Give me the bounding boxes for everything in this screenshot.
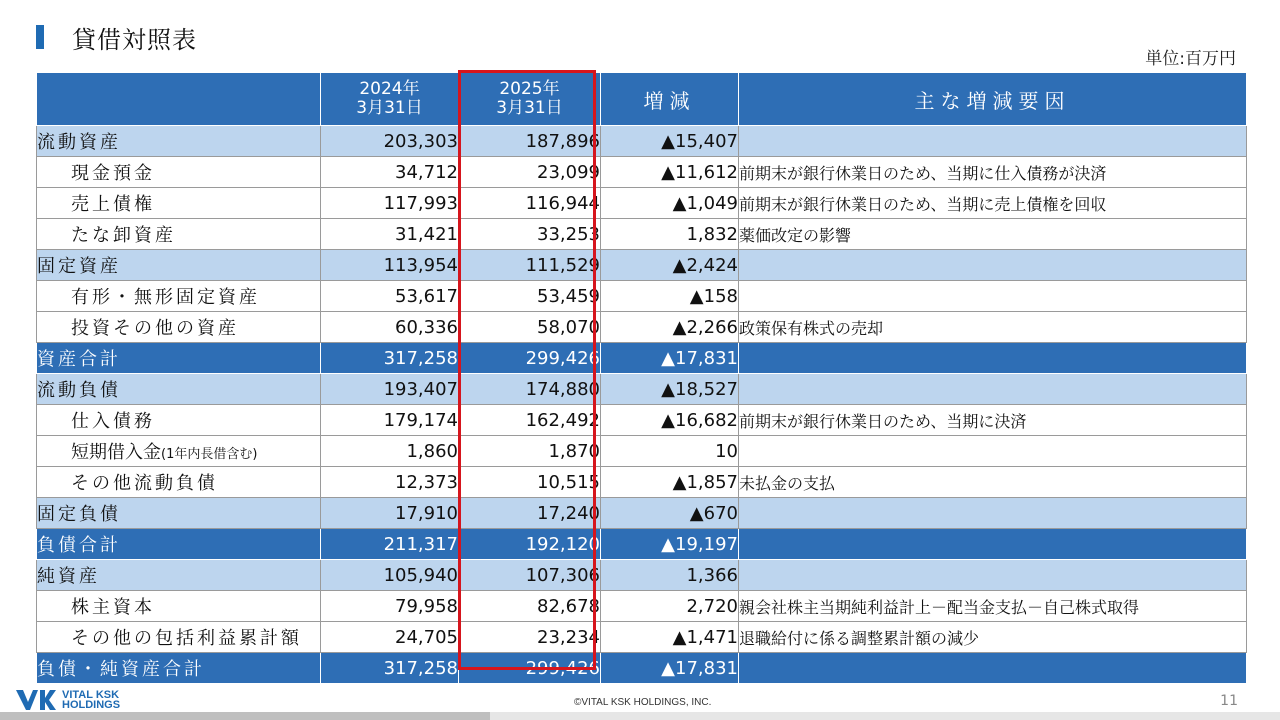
row-label: 投資その他の資産 xyxy=(37,312,321,343)
page-title: 貸借対照表 xyxy=(72,26,197,54)
table-row xyxy=(37,312,1247,343)
table-row xyxy=(37,374,1247,405)
value-2024: 317,258 xyxy=(321,343,459,374)
value-change: 2,720 xyxy=(601,591,739,622)
header-label-cell xyxy=(37,73,321,126)
value-change: ▲2,424 xyxy=(601,250,739,281)
value-2025: 33,253 xyxy=(459,219,601,250)
value-2025: 192,120 xyxy=(459,529,601,560)
header-2025-date: 3月31日 xyxy=(496,98,563,118)
value-2025: 111,529 xyxy=(459,250,601,281)
row-label: たな卸資産 xyxy=(37,219,321,250)
value-change: ▲1,857 xyxy=(601,467,739,498)
value-2024: 105,940 xyxy=(321,560,459,591)
value-change: 1,366 xyxy=(601,560,739,591)
logo-text-line2: HOLDINGS xyxy=(62,699,121,711)
value-change: ▲17,831 xyxy=(601,343,739,374)
value-2025: 10,515 xyxy=(459,467,601,498)
table-row xyxy=(37,591,1247,622)
value-2025: 162,492 xyxy=(459,405,601,436)
value-change: ▲670 xyxy=(601,498,739,529)
footer-bar-accent xyxy=(0,712,490,720)
row-label: その他の包括利益累計額 xyxy=(37,622,321,653)
value-2024: 31,421 xyxy=(321,219,459,250)
row-label: 流動資産 xyxy=(37,126,321,157)
value-change: ▲11,612 xyxy=(601,157,739,188)
table-row xyxy=(37,560,1247,591)
row-label: 純資産 xyxy=(37,560,321,591)
table-row xyxy=(37,219,1247,250)
change-reason: 前期末が銀行休業日のため、当期に決済 xyxy=(739,405,1247,436)
change-reason: 薬価改定の影響 xyxy=(739,219,1247,250)
value-change: ▲16,682 xyxy=(601,405,739,436)
header-2024-date: 3月31日 xyxy=(356,98,423,118)
title-accent-bar xyxy=(36,25,44,49)
page-number: 11 xyxy=(1220,693,1238,709)
value-2024: 193,407 xyxy=(321,374,459,405)
value-2025: 53,459 xyxy=(459,281,601,312)
change-reason: 政策保有株式の売却 xyxy=(739,312,1247,343)
value-2025: 187,896 xyxy=(459,126,601,157)
table-row xyxy=(37,281,1247,312)
value-2025: 107,306 xyxy=(459,560,601,591)
value-change: ▲18,527 xyxy=(601,374,739,405)
table-header-row xyxy=(37,73,1247,126)
row-label: その他流動負債 xyxy=(37,467,321,498)
value-change: 1,832 xyxy=(601,219,739,250)
change-reason xyxy=(739,653,1247,684)
row-label-note: (1年内長借含む) xyxy=(161,447,258,462)
header-2025 xyxy=(459,73,601,126)
header-reason: 主な増減要因 xyxy=(739,73,1247,126)
value-2024: 53,617 xyxy=(321,281,459,312)
change-reason: 退職給付に係る調整累計額の減少 xyxy=(739,622,1247,653)
value-change: ▲17,831 xyxy=(601,653,739,684)
value-2024: 60,336 xyxy=(321,312,459,343)
row-label: 負債合計 xyxy=(37,529,321,560)
logo-mark-icon xyxy=(16,690,58,710)
change-reason: 前期末が銀行休業日のため、当期に仕入債務が決済 xyxy=(739,157,1247,188)
value-2025: 1,870 xyxy=(459,436,601,467)
change-reason: 未払金の支払 xyxy=(739,467,1247,498)
row-label: 仕入債務 xyxy=(37,405,321,436)
value-change: ▲15,407 xyxy=(601,126,739,157)
table-row xyxy=(37,498,1247,529)
row-label: 資産合計 xyxy=(37,343,321,374)
balance-sheet-table xyxy=(36,72,1247,684)
table-row xyxy=(37,436,1247,467)
header-2024 xyxy=(321,73,459,126)
table-row xyxy=(37,529,1247,560)
change-reason xyxy=(739,126,1247,157)
value-2024: 117,993 xyxy=(321,188,459,219)
unit-label: 単位:百万円 xyxy=(1145,49,1236,69)
change-reason xyxy=(739,436,1247,467)
row-label: 有形・無形固定資産 xyxy=(37,281,321,312)
value-change: ▲1,049 xyxy=(601,188,739,219)
change-reason xyxy=(739,250,1247,281)
table-row xyxy=(37,405,1247,436)
header-2025-year: 2025年 xyxy=(499,79,560,99)
change-reason xyxy=(739,498,1247,529)
value-2025: 82,678 xyxy=(459,591,601,622)
row-label xyxy=(37,436,321,467)
copyright: ©VITAL KSK HOLDINGS, INC. xyxy=(574,697,712,708)
value-2025: 23,234 xyxy=(459,622,601,653)
value-change: ▲19,197 xyxy=(601,529,739,560)
header-2024-year: 2024年 xyxy=(359,79,420,99)
row-label-text: 短期借入金 xyxy=(71,442,161,463)
value-2025: 174,880 xyxy=(459,374,601,405)
row-label: 負債・純資産合計 xyxy=(37,653,321,684)
table-row xyxy=(37,622,1247,653)
value-change: 10 xyxy=(601,436,739,467)
value-change: ▲158 xyxy=(601,281,739,312)
row-label: 流動負債 xyxy=(37,374,321,405)
value-2024: 211,317 xyxy=(321,529,459,560)
change-reason xyxy=(739,281,1247,312)
row-label: 株主資本 xyxy=(37,591,321,622)
value-2024: 317,258 xyxy=(321,653,459,684)
value-2024: 113,954 xyxy=(321,250,459,281)
value-change: ▲1,471 xyxy=(601,622,739,653)
change-reason xyxy=(739,374,1247,405)
table-row xyxy=(37,188,1247,219)
value-2024: 24,705 xyxy=(321,622,459,653)
value-2024: 179,174 xyxy=(321,405,459,436)
change-reason: 親会社株主当期純利益計上－配当金支払－自己株式取得 xyxy=(739,591,1247,622)
value-2024: 34,712 xyxy=(321,157,459,188)
row-label: 固定負債 xyxy=(37,498,321,529)
change-reason xyxy=(739,560,1247,591)
value-2025: 299,426 xyxy=(459,653,601,684)
logo-text-line1: VITAL KSK xyxy=(62,689,120,701)
value-2024: 1,860 xyxy=(321,436,459,467)
table-row xyxy=(37,653,1247,684)
value-2025: 23,099 xyxy=(459,157,601,188)
value-2025: 299,426 xyxy=(459,343,601,374)
value-change: ▲2,266 xyxy=(601,312,739,343)
value-2025: 58,070 xyxy=(459,312,601,343)
value-2024: 203,303 xyxy=(321,126,459,157)
row-label: 現金預金 xyxy=(37,157,321,188)
value-2024: 79,958 xyxy=(321,591,459,622)
value-2025: 17,240 xyxy=(459,498,601,529)
change-reason xyxy=(739,343,1247,374)
table-row xyxy=(37,250,1247,281)
row-label: 売上債権 xyxy=(37,188,321,219)
table-row xyxy=(37,126,1247,157)
header-change: 増減 xyxy=(601,73,739,126)
table-row xyxy=(37,467,1247,498)
value-2024: 12,373 xyxy=(321,467,459,498)
change-reason: 前期末が銀行休業日のため、当期に売上債権を回収 xyxy=(739,188,1247,219)
change-reason xyxy=(739,529,1247,560)
value-2025: 116,944 xyxy=(459,188,601,219)
row-label: 固定資産 xyxy=(37,250,321,281)
table-row xyxy=(37,157,1247,188)
company-logo xyxy=(16,689,120,711)
table-row xyxy=(37,343,1247,374)
value-2024: 17,910 xyxy=(321,498,459,529)
